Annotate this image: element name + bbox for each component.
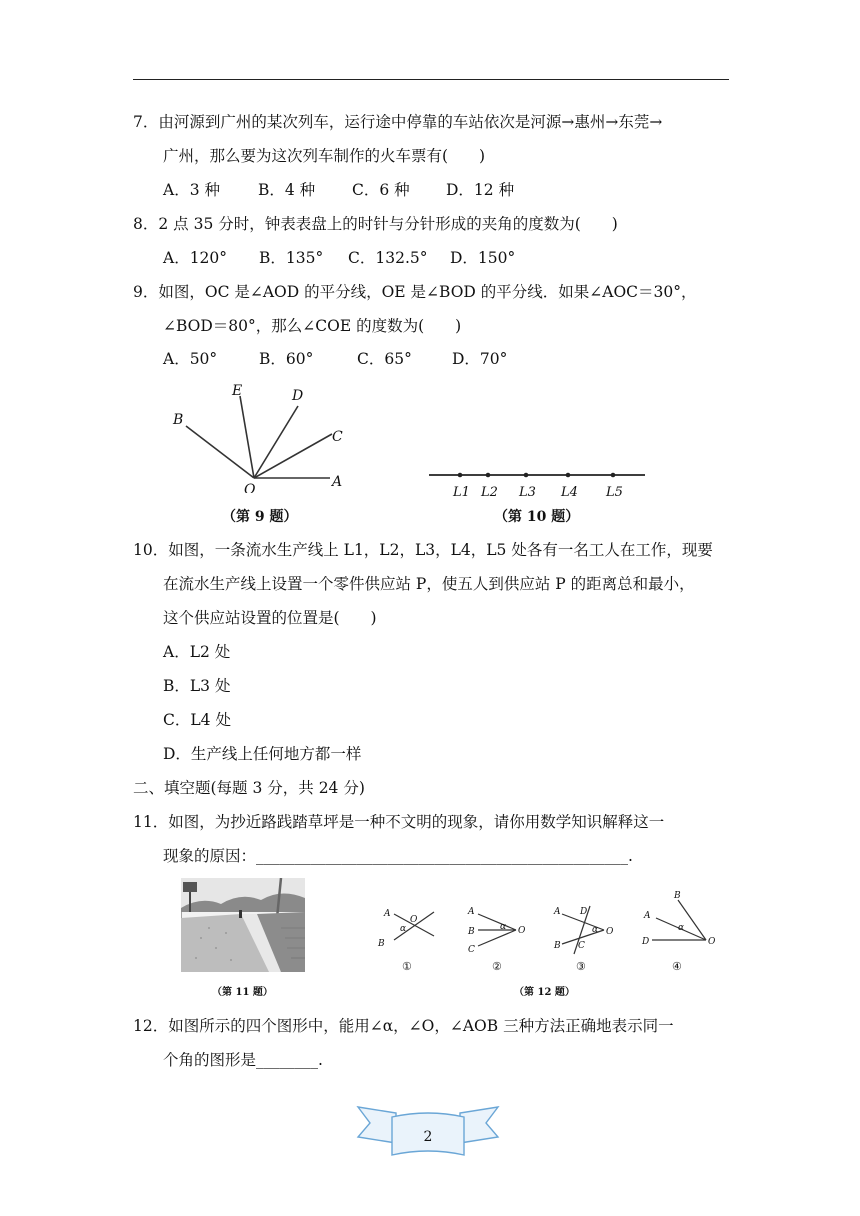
figure-12-caption: （第 12 题） bbox=[514, 987, 575, 998]
q10-option-a: A．L2 处 bbox=[163, 643, 231, 661]
fig12-2-ray-oa bbox=[478, 914, 516, 930]
q8-option-a: A．120° bbox=[163, 249, 228, 267]
fig12-3-label-o: O bbox=[606, 927, 614, 937]
label-o: O bbox=[244, 482, 256, 493]
label-l4: L4 bbox=[561, 485, 578, 500]
ray-ob bbox=[186, 426, 254, 478]
fig12-4-label-alpha: α bbox=[678, 923, 685, 933]
q10-option-d: D．生产线上任何地方都一样 bbox=[163, 745, 362, 763]
ray-oc bbox=[254, 434, 332, 478]
header-rule bbox=[133, 79, 729, 80]
q7-option-a: A．3 种 bbox=[163, 181, 220, 199]
fig12-4-label-a: A bbox=[644, 911, 651, 921]
fig12-2-label-o: O bbox=[518, 926, 526, 936]
q8-option-c: C．132.5° bbox=[348, 249, 428, 267]
figure-9-caption: （第 9 题） bbox=[222, 509, 298, 525]
label-l5: L5 bbox=[606, 485, 623, 500]
ray-od bbox=[254, 406, 298, 478]
label-d: D bbox=[292, 388, 304, 404]
fig12-4-label-o: O bbox=[708, 937, 716, 947]
fig12-2-label-c: C bbox=[468, 945, 475, 955]
fig12-2-label-a: A bbox=[468, 907, 475, 917]
q9-line2: ∠BOD＝80°，那么∠COE 的度数为( ) bbox=[163, 317, 462, 335]
q9-option-b: B．60° bbox=[259, 350, 314, 368]
fig12-3-label-d: D bbox=[580, 907, 588, 917]
fig12-1-label-alpha: α bbox=[400, 924, 407, 934]
q8-option-b: B．135° bbox=[259, 249, 324, 267]
figure-11-caption: （第 11 题） bbox=[212, 987, 273, 998]
point-l3 bbox=[524, 473, 529, 478]
page-number: 2 bbox=[423, 1129, 433, 1145]
q11-line1: 11．如图，为抄近路践踏草坪是一种不文明的现象，请你用数学知识解释这一 bbox=[133, 813, 665, 831]
q7-line2: 广州，那么要为这次列车制作的火车票有( ) bbox=[163, 147, 486, 165]
fig12-number-2: ② bbox=[492, 960, 502, 973]
q12-line1: 12．如图所示的四个图形中，能用∠α，∠O，∠AOB 三种方法正确地表示同一 bbox=[133, 1017, 674, 1035]
q10-line1: 10．如图，一条流水生产线上 L1，L2，L3，L4，L5 处各有一名工人在工作，现要 bbox=[133, 541, 713, 559]
ray-oe bbox=[240, 396, 254, 478]
q10-option-b: B．L3 处 bbox=[163, 677, 231, 695]
label-b: B bbox=[173, 412, 184, 428]
q9-option-d: D．70° bbox=[452, 350, 508, 368]
q7-option-c: C．6 种 bbox=[352, 181, 410, 199]
point-l4 bbox=[566, 473, 571, 478]
q12-line2-end: . bbox=[318, 1051, 323, 1069]
q11-answer-blank[interactable]: ________________________________________________ bbox=[256, 847, 629, 865]
fig12-1-label-a: A bbox=[384, 909, 391, 919]
fig12-4-label-b: B bbox=[674, 891, 681, 901]
figure-9-angle-diagram bbox=[160, 378, 360, 493]
q10-line3: 这个供应站设置的位置是( ) bbox=[163, 609, 377, 627]
point-l1 bbox=[458, 473, 463, 478]
label-e: E bbox=[232, 383, 243, 399]
page-number-ribbon bbox=[352, 1103, 504, 1165]
q9-line1: 9．如图，OC 是∠AOD 的平分线，OE 是∠BOD 的平分线．如果∠AOC＝30°， bbox=[133, 283, 697, 301]
q8-option-d: D．150° bbox=[450, 249, 516, 267]
q10-option-c: C．L4 处 bbox=[163, 711, 231, 729]
fig12-2-label-alpha: α bbox=[500, 922, 507, 932]
q11-line2-end: . bbox=[628, 847, 633, 865]
q7-option-b: B．4 种 bbox=[258, 181, 316, 199]
ribbon-left-tail bbox=[358, 1107, 396, 1143]
fig12-3-label-b: B bbox=[554, 941, 561, 951]
q9-option-a: A．50° bbox=[163, 350, 218, 368]
label-a: A bbox=[332, 474, 343, 490]
q12-line2-text: 个角的图形是 bbox=[163, 1051, 257, 1069]
fig12-1-label-b: B bbox=[378, 939, 385, 949]
fig12-3-label-c: C bbox=[578, 941, 585, 951]
q11-line2 bbox=[163, 846, 633, 866]
fig12-3-label-alpha: α bbox=[592, 925, 599, 935]
fig12-3-label-a: A bbox=[554, 907, 561, 917]
figure-10-caption: （第 10 题） bbox=[494, 509, 580, 525]
q10-line2: 在流水生产线上设置一个零件供应站 P，使五人到供应站 P 的距离总和最小， bbox=[163, 575, 695, 593]
q12-line2 bbox=[163, 1050, 323, 1070]
figure-11-lawn-photo bbox=[181, 878, 305, 972]
fig12-1-label-o: O bbox=[410, 915, 418, 925]
section-2-heading: 二、填空题(每题 3 分，共 24 分) bbox=[133, 779, 365, 797]
q12-answer-blank[interactable]: ________ bbox=[256, 1051, 319, 1069]
fig12-number-3: ③ bbox=[576, 960, 586, 973]
fig12-2-ray-oc bbox=[478, 930, 516, 946]
q11-line2-text: 现象的原因： bbox=[163, 847, 257, 865]
figure-10-production-line bbox=[425, 465, 650, 503]
label-c: C bbox=[332, 429, 343, 445]
label-l3: L3 bbox=[519, 485, 536, 500]
point-l2 bbox=[486, 473, 491, 478]
point-l5 bbox=[611, 473, 616, 478]
label-l1: L1 bbox=[453, 485, 470, 500]
q8-line1: 8．2 点 35 分时，钟表表盘上的时针与分针形成的夹角的度数为( ) bbox=[133, 215, 618, 233]
fig12-4-label-d: D bbox=[642, 937, 650, 947]
fig12-number-1: ① bbox=[402, 960, 412, 973]
fig12-number-4: ④ bbox=[672, 960, 682, 973]
q7-option-d: D．12 种 bbox=[446, 181, 515, 199]
label-l2: L2 bbox=[481, 485, 498, 500]
q9-option-c: C．65° bbox=[357, 350, 412, 368]
fig12-2-label-b: B bbox=[468, 927, 475, 937]
q7-line1: 7．由河源到广州的某次列车，运行途中停靠的车站依次是河源→惠州→东莞→ bbox=[133, 113, 663, 131]
figure-12-angle-diagrams bbox=[366, 884, 726, 976]
ribbon-right-tail bbox=[460, 1107, 498, 1143]
